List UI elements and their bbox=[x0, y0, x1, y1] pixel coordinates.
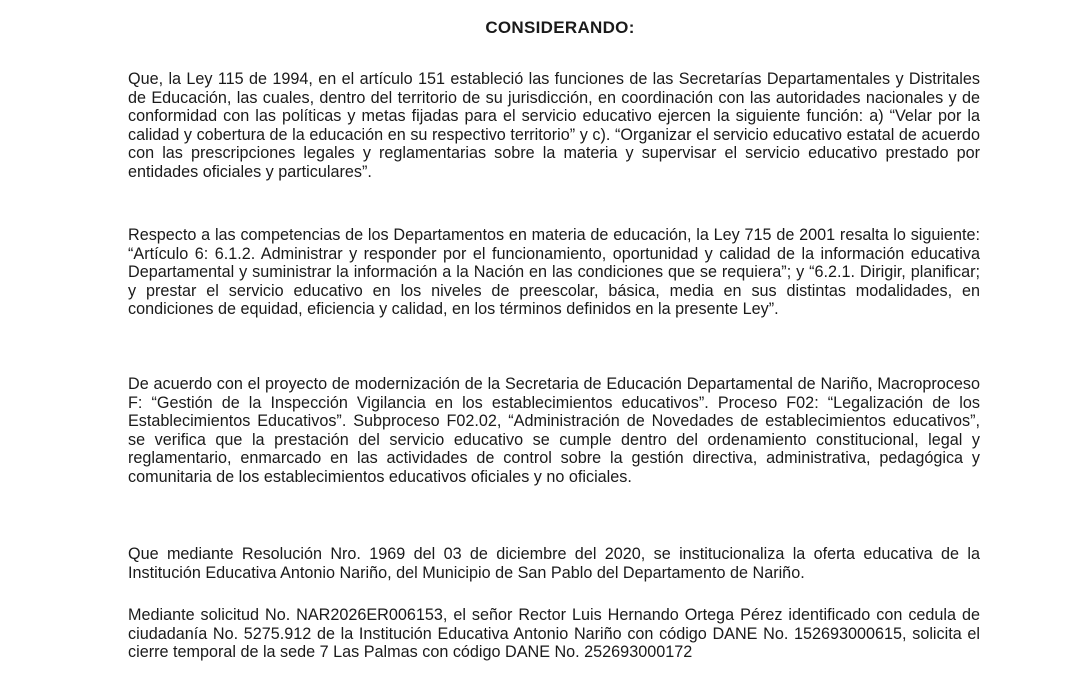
paragraph-modernizacion: De acuerdo con el proyecto de modernización de la Secretaria de Educación Departamental de Nariño, Macroproceso F: “Gestión de la Inspección Vigilancia en los establecimientos educativos”. Proceso F02: “Legalización de los Establecimientos Educativos”. Subproceso F02.02, “Administración de Novedades de establecimientos educativos”, se verifica que la prestación del servicio educativo se cumple dentro del ordenamiento constitucional, legal y reglamentario, enmarcado en las actividades de control sobre la gestión directiva, administrativa, pedagógica y comunitaria de los establecimientos educativos oficiales y no oficiales. bbox=[128, 375, 980, 486]
paragraph-ley-715: Respecto a las competencias de los Departamentos en materia de educación, la Ley 715 de 2001 resalta lo siguiente: “Artículo 6: 6.1.2. Administrar y responder por el funcionamiento, oportunidad y calidad de la información educativa Departamental y suministrar la información a la Nación en las condiciones que se requiera”; y “6.2.1. Dirigir, planificar; y prestar el servicio educativo en los niveles de preescolar, básica, media en sus distintas modalidades, en condiciones de equidad, eficiencia y calidad, en los términos definidos en la presente Ley”. bbox=[128, 226, 980, 319]
paragraph-ley-115: Que, la Ley 115 de 1994, en el artículo 151 estableció las funciones de las Secretarías Departamentales y Distritales de Educación, las cuales, dentro del territorio de su jurisdicción, en coordinación con las autoridades nacionales y de conformidad con las políticas y metas fijadas para el servicio educativo ejercen la siguiente función: a) “Velar por la calidad y cobertura de la educación en su respectivo territorio” y c). “Organizar el servicio educativo estatal de acuerdo con las prescripciones legales y reglamentarias sobre la materia y supervisar el servicio educativo prestado por entidades oficiales y particulares”. bbox=[128, 70, 980, 181]
paragraph-resolucion-1969: Que mediante Resolución Nro. 1969 del 03 de diciembre del 2020, se institucionaliza la oferta educativa de la Institución Educativa Antonio Nariño, del Municipio de San Pablo del Departamento de Nariño. bbox=[128, 545, 980, 582]
paragraph-solicitud: Mediante solicitud No. NAR2026ER006153, el señor Rector Luis Hernando Ortega Pérez identificado con cedula de ciudadanía No. 5275.912 de la Institución Educativa Antonio Nariño con código DANE No. 152693000615, solicita el cierre temporal de la sede 7 Las Palmas con código DANE No. 252693000172 bbox=[128, 606, 980, 662]
section-heading: CONSIDERANDO: bbox=[485, 18, 635, 37]
